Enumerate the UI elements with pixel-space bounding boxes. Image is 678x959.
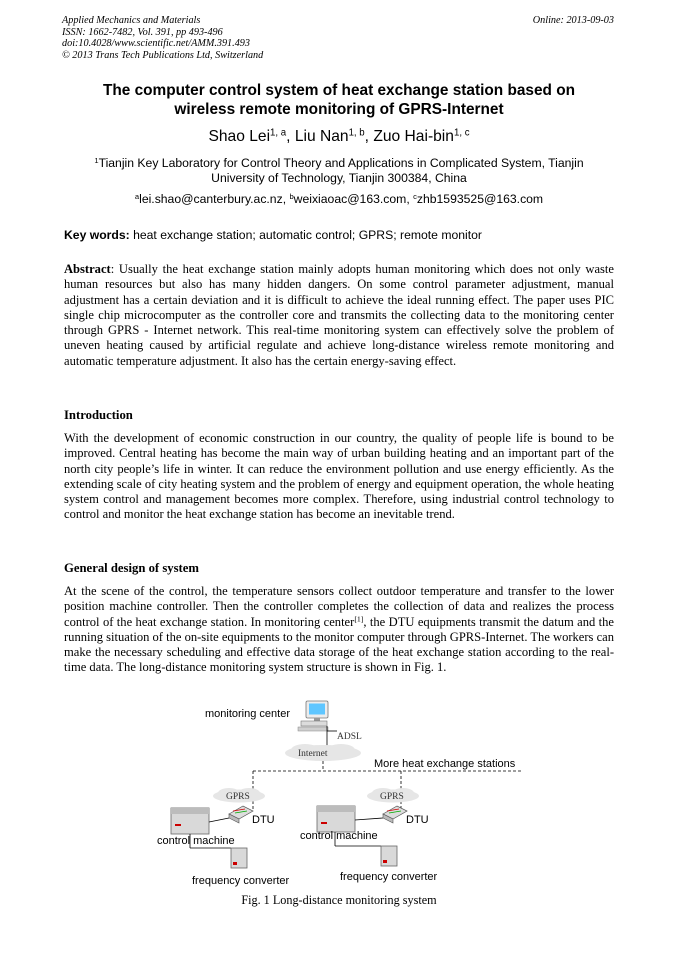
- gprs-label: GPRS: [380, 792, 404, 802]
- email-address: lei.shao@canterbury.ac.nz: [139, 192, 283, 206]
- dtu-device-icon: [383, 806, 407, 823]
- right-station: [300, 788, 438, 883]
- introduction-heading: Introduction: [64, 408, 133, 422]
- abstract-label: Abstract: [64, 262, 111, 276]
- author-name: Liu Nan: [294, 128, 349, 145]
- control-machine-icon: [317, 806, 383, 832]
- journal-header: [62, 15, 263, 61]
- dtu-label: DTU: [406, 814, 429, 826]
- internet-label: Internet: [298, 749, 328, 759]
- monitoring-center-label: monitoring center: [205, 708, 290, 720]
- general-design-text-2: , the DTU equipments transmit the datum and the running situation of the on-site equipments to the monitor computer through GPRS-Internet. The workers can make the necessary scheduling and effective data storage of the heat exchange station according to the real-time data. The long-distance monitoring system structure is shown in Fig. 1.: [64, 614, 614, 675]
- introduction-paragraph: With the development of economic construction in our country, the quality of people life is bound to be improved. Central heating has become the main way of urban building heating and an important part of the north city people’s life in winter. It can reduce the environment pollution and use energy efficiently. As the extending scale of city heating system and the problem of energy and equipment operation, the whole heating system control and management becomes more complex. Therefore, using industrial control technology to control and monitor the heat exchange station has become an inevitable trend.: [64, 431, 614, 522]
- author-affil-sup: 1, c: [453, 127, 470, 139]
- doi-line: doi:10.4028/www.scientific.net/AMM.391.493: [62, 38, 250, 50]
- affiliation-line-2: University of Technology, Tianjin 300384, China: [211, 171, 467, 185]
- general-design-text-1: At the scene of the control, the temperature sensors collect outdoor temperature and transfer to the lower position machine controller. Then the controller completes the collection of data and realizes the process control of the heat exchange station. In monitoring center: [64, 584, 614, 629]
- keywords-text: heat exchange station; automatic control; GPRS; remote monitor: [133, 228, 482, 242]
- email-sup: a: [134, 191, 140, 201]
- email-list: $^a$lei.shao@canterbury.ac.nz, $^b$weixiaoac@163.com, $^c$zhb1593525@163.com: [134, 191, 544, 206]
- email-address: zhb1593525@163.com: [416, 192, 544, 206]
- email-address: weixiaoac@163.com: [293, 192, 407, 206]
- affiliation-line-1: Tianjin Key Laboratory for Control Theory and Applications in Complicated System, Tianjin: [98, 156, 584, 170]
- frequency-converter-label: frequency converter: [340, 871, 438, 883]
- dtu-device-icon: [229, 806, 253, 823]
- title-line-2: wireless remote monitoring of GPRS-Internet: [174, 100, 504, 118]
- more-stations-label: More heat exchange stations: [374, 758, 516, 770]
- adsl-label: ADSL: [337, 732, 362, 742]
- title-line-1: The computer control system of heat exchange station based on: [102, 82, 576, 99]
- control-machine-label: control machine: [300, 830, 378, 842]
- paper-title: [40, 82, 638, 119]
- abstract-paragraph: [64, 262, 614, 369]
- author-affil-sup: 1, b: [348, 127, 365, 139]
- dtu-label: DTU: [252, 814, 275, 826]
- left-station: [157, 788, 290, 887]
- general-design-heading: General design of system: [64, 561, 199, 575]
- affiliation: [70, 156, 608, 186]
- author-name: Shao Lei: [208, 128, 271, 145]
- issn-line: ISSN: 1662-7482, Vol. 391, pp 493-496: [62, 26, 223, 38]
- gprs-label: GPRS: [226, 792, 250, 802]
- online-date: Online: 2013-09-03: [532, 15, 614, 26]
- monitoring-system-diagram: [145, 698, 535, 890]
- email-sup: b: [289, 191, 294, 201]
- email-sup: c: [413, 191, 417, 201]
- control-machine-icon: [171, 808, 229, 834]
- copyright-line: © 2013 Trans Tech Publications Ltd, Switzerland: [62, 49, 264, 61]
- general-design-paragraph: [64, 584, 614, 676]
- control-machine-label: control machine: [157, 835, 235, 847]
- author-affil-sup: 1, a: [270, 127, 287, 139]
- journal-name: Applied Mechanics and Materials: [62, 15, 201, 26]
- affiliation-sup: 1: [94, 155, 99, 165]
- figure-caption: Fig. 1 Long-distance monitoring system: [241, 893, 437, 907]
- author-name: Zuo Hai-bin: [373, 128, 454, 145]
- citation-ref: [1]: [354, 614, 364, 624]
- monitor-computer-icon: [298, 701, 328, 731]
- abstract-text: : Usually the heat exchange station mainly adopts human monitoring which does not only waste human resources but also has many hidden dangers. On some control parameter adjustment, manual adjustment has a certain deviation and it is difficult to achieve the ideal running effect. The paper uses PIC single chip microcomputer as the controller core and transmits the collecting data to the monitoring center through GPRS - Internet network. This real-time monitoring system can effectively solve the problem of uneven heating caused by artificial regulate and achieve long-distance wireless remote monitoring and automatic temperature adjustment. It also has the certain energy-saving effect.: [64, 262, 614, 368]
- keywords-label: Key words:: [64, 228, 130, 242]
- author-list: Shao Lei$^{1, a}$, Liu Nan$^{1, b}$, Zuo Hai-bin$^{1, c}$: [208, 127, 470, 145]
- frequency-converter-label: frequency converter: [192, 875, 290, 887]
- keywords: [64, 228, 482, 242]
